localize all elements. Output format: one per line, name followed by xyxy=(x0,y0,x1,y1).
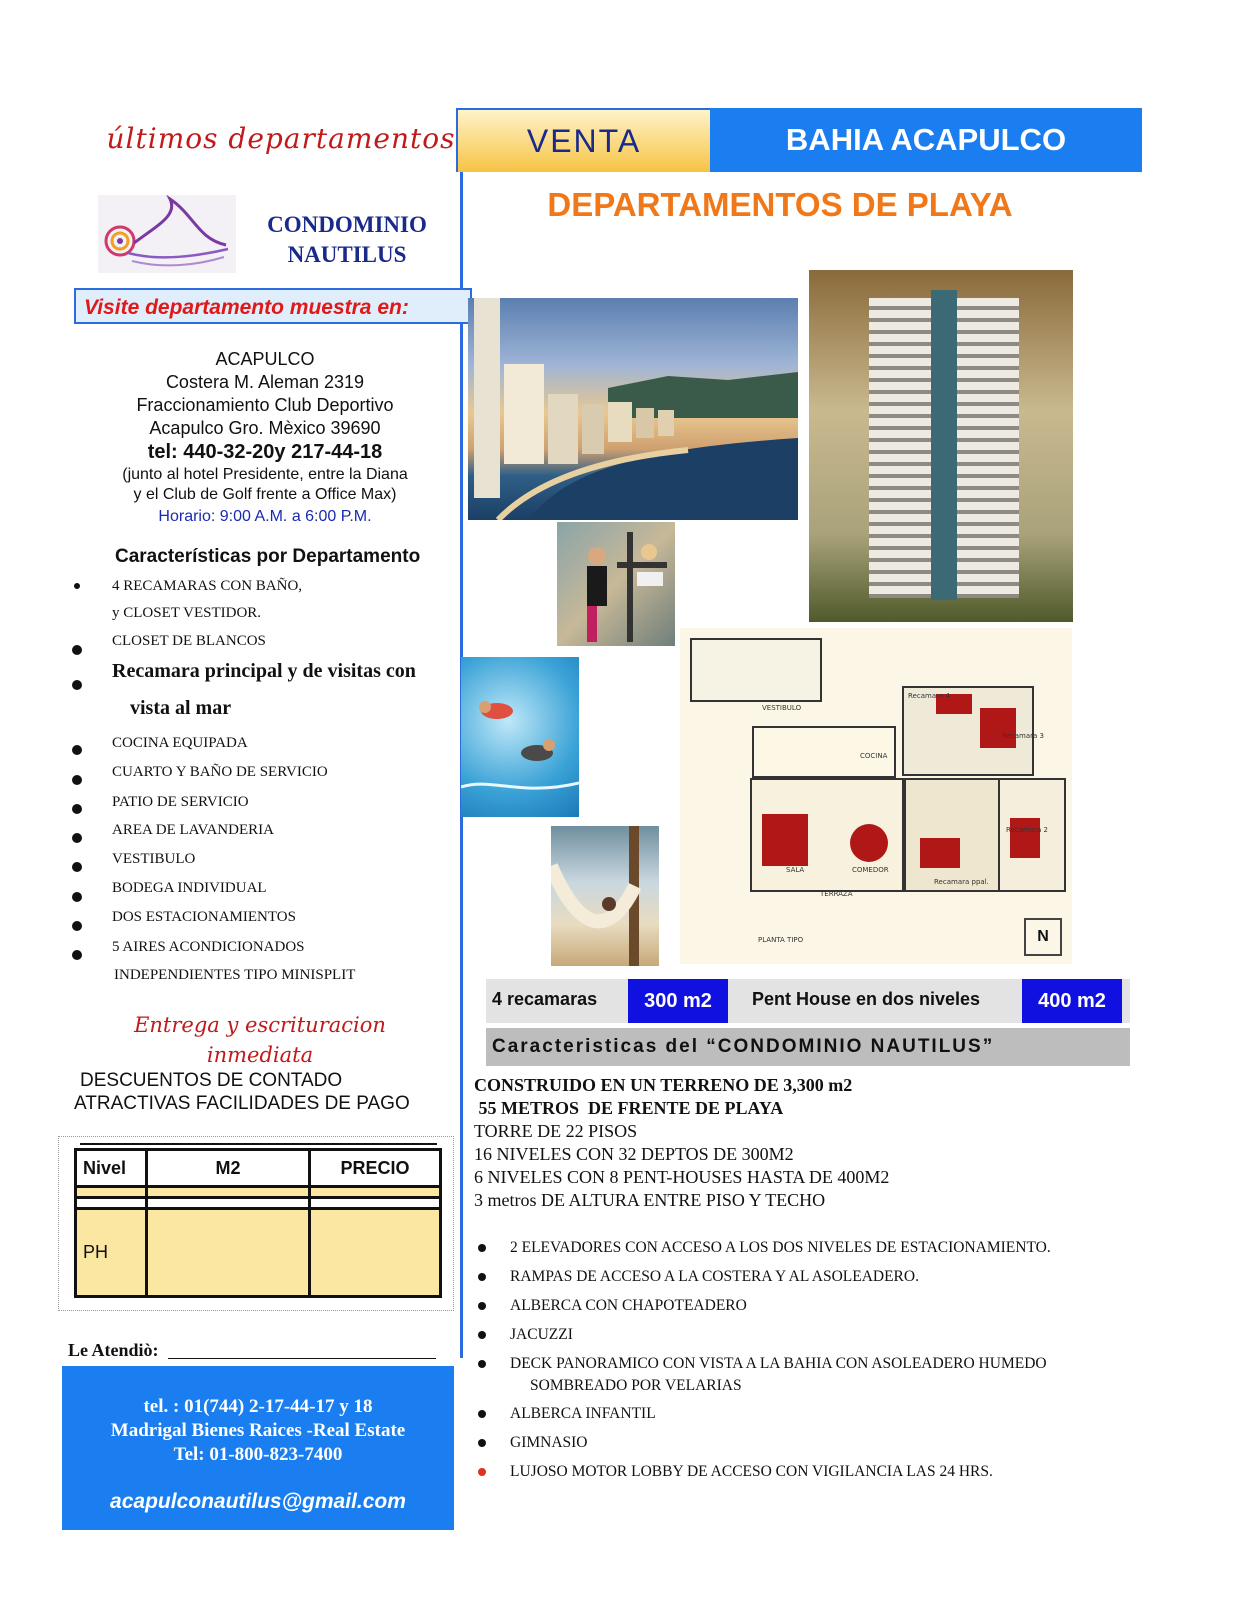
amenity-item: ALBERCA INFANTIL xyxy=(510,1405,656,1422)
bullet xyxy=(72,862,82,872)
plan-label-recamara-4: Recamara 4 xyxy=(908,692,950,700)
caracteristicas-title: Caracteristicas del “CONDOMINIO NAUTILUS” xyxy=(486,1028,1130,1066)
facilidades: ATRACTIVAS FACILIDADES DE PAGO xyxy=(74,1093,410,1114)
bullet xyxy=(478,1273,486,1281)
plan-label-recamara-2: Recamara 2 xyxy=(1006,826,1048,834)
table-cell: PH xyxy=(76,1209,147,1297)
table-row xyxy=(76,1198,441,1209)
spec-line: 55 METROS DE FRENTE DE PLAYA xyxy=(474,1098,784,1118)
business-hours: Horario: 9:00 A.M. a 6:00 P.M. xyxy=(158,508,372,525)
swimmers-icon xyxy=(461,657,579,817)
feature-item: BODEGA INDIVIDUAL xyxy=(112,880,267,896)
spec-line: TORRE DE 22 PISOS xyxy=(474,1121,638,1141)
table-cell xyxy=(76,1187,147,1198)
plan-label-sala: SALA xyxy=(786,866,805,874)
header-nivel: Nivel xyxy=(76,1150,147,1187)
address-phone: tel: 440-32-20y 217-44-18 xyxy=(147,441,383,463)
bullet xyxy=(478,1244,486,1252)
bullet xyxy=(72,833,82,843)
table-cell xyxy=(147,1209,310,1297)
bay-skyline-icon xyxy=(468,298,798,520)
plan-room xyxy=(904,778,1000,892)
feature-item: DOS ESTACIONAMIENTOS xyxy=(112,909,296,925)
bullet xyxy=(72,921,82,931)
spec-line: 3 metros DE ALTURA ENTRE PISO Y TECHO xyxy=(474,1190,826,1210)
spec-line: CONSTRUIDO EN UN TERRENO DE 3,300 m2 xyxy=(474,1075,853,1095)
amenity-item: SOMBREADO POR VELARIAS xyxy=(530,1377,742,1394)
feature-item: 5 AIRES ACONDICIONADOS xyxy=(112,939,305,955)
feature-item: CUARTO Y BAÑO DE SERVICIO xyxy=(112,764,328,780)
feature-item: INDEPENDIENTES TIPO MINISPLIT xyxy=(114,967,356,983)
pool-photo xyxy=(461,657,579,817)
plan-label-terraza: TERRAZA xyxy=(820,890,853,898)
plan-label-recamara-ppal: Recamara ppal. xyxy=(934,878,989,886)
header-precio: PRECIO xyxy=(310,1150,441,1187)
plan-label-recamara-3: Recamara 3 xyxy=(1002,732,1044,740)
feature-item: 4 RECAMARAS CON BAÑO, xyxy=(112,578,303,594)
feature-item: y CLOSET VESTIDOR. xyxy=(112,605,262,621)
entrega-line-2: inmediata xyxy=(206,1043,314,1067)
header-venta: VENTA xyxy=(456,108,710,172)
bullet xyxy=(478,1360,486,1368)
amenity-item: ALBERCA CON CHAPOTEADERO xyxy=(510,1297,747,1314)
plan-furniture xyxy=(762,814,808,866)
table-row xyxy=(76,1187,441,1198)
tower-glass xyxy=(931,290,957,600)
feature-item: vista al mar xyxy=(130,697,232,719)
feature-item: VESTIBULO xyxy=(112,851,196,867)
nautilus-logo xyxy=(98,195,236,273)
bullet xyxy=(72,680,82,690)
bullet xyxy=(72,892,82,902)
bullet xyxy=(72,804,82,814)
page-subtitle: DEPARTAMENTOS DE PLAYA xyxy=(547,186,1013,223)
atendio-signature-line xyxy=(168,1358,436,1359)
divider-line xyxy=(80,1143,437,1145)
descuentos: DESCUENTOS DE CONTADO xyxy=(80,1070,343,1091)
bullet xyxy=(72,745,82,755)
amenity-item: 2 ELEVADORES CON ACCESO A LOS DOS NIVELES DE ESTACIONAMIENTO. xyxy=(510,1239,1051,1256)
feature-item: CLOSET DE BLANCOS xyxy=(112,633,266,649)
plan-label-planta-tipo: PLANTA TIPO xyxy=(758,936,804,944)
spec-a-value: 300 m2 xyxy=(628,979,728,1023)
feature-item: AREA DE LAVANDERIA xyxy=(112,822,274,838)
tagline: últimos departamentos xyxy=(106,122,456,155)
hammock-photo xyxy=(551,826,659,966)
bullet xyxy=(478,1331,486,1339)
amenity-item: LUJOSO MOTOR LOBBY DE ACCESO CON VIGILANCIA LAS 24 HRS. xyxy=(510,1463,993,1480)
contact-phone: tel. : 01(744) 2-17-44-17 y 18 xyxy=(143,1396,373,1417)
condo-name xyxy=(252,210,442,270)
amenity-item: DECK PANORAMICO CON VISTA A LA BAHIA CON ASOLEADERO HUMEDO xyxy=(510,1355,1047,1372)
plan-furniture xyxy=(850,824,888,862)
floor-plan xyxy=(680,628,1072,964)
bullet xyxy=(72,645,82,655)
north-arrow-icon: N xyxy=(1024,918,1062,956)
plan-label-vestibulo: VESTIBULO xyxy=(762,704,802,712)
feature-item: PATIO DE SERVICIO xyxy=(112,794,249,810)
atendio-label: Le Atendiò: xyxy=(68,1340,159,1360)
plan-label-comedor: COMEDOR xyxy=(852,866,889,874)
table-cell xyxy=(147,1198,310,1209)
table-cell xyxy=(76,1198,147,1209)
visit-banner: Visite departamento muestra en: xyxy=(74,288,472,324)
bullet xyxy=(478,1302,486,1310)
plan-room xyxy=(690,638,822,702)
bullet xyxy=(72,775,82,785)
entrega-line-1: Entrega y escrituracion xyxy=(134,1013,386,1037)
gym-photo xyxy=(557,522,675,646)
table-cell xyxy=(310,1198,441,1209)
condo-name-line2: NAUTILUS xyxy=(287,242,407,267)
plan-furniture xyxy=(980,708,1016,748)
bullet xyxy=(74,583,80,589)
spec-a-label: 4 recamaras xyxy=(492,989,598,1009)
spec-line: 6 NIVELES CON 8 PENT-HOUSES HASTA DE 400M2 xyxy=(474,1167,890,1187)
price-table xyxy=(74,1148,442,1298)
header-bahia: BAHIA ACAPULCO xyxy=(710,108,1142,172)
bay-photo xyxy=(468,298,798,520)
address-state: Acapulco Gro. Mèxico 39690 xyxy=(149,418,381,438)
plan-furniture xyxy=(920,838,960,868)
feature-item: COCINA EQUIPADA xyxy=(112,735,248,751)
address-city: ACAPULCO xyxy=(215,349,315,369)
bullet xyxy=(72,950,82,960)
bullet xyxy=(478,1468,486,1476)
table-cell xyxy=(147,1187,310,1198)
address-ref-1: (junto al hotel Presidente, entre la Diana xyxy=(122,466,408,483)
tower-photo xyxy=(809,270,1073,622)
address-street: Costera M. Aleman 2319 xyxy=(165,372,365,392)
bullet xyxy=(478,1439,486,1447)
amenity-item: JACUZZI xyxy=(510,1326,573,1343)
amenity-item: RAMPAS DE ACCESO A LA COSTERA Y AL ASOLEADERO. xyxy=(510,1268,919,1285)
address-district: Fraccionamiento Club Deportivo xyxy=(136,395,394,415)
address-ref-2: y el Club de Golf frente a Office Max) xyxy=(133,486,397,503)
gym-people-icon xyxy=(557,522,675,646)
amenity-item: GIMNASIO xyxy=(510,1434,588,1451)
features-title: Características por Departamento xyxy=(115,546,421,567)
plan-furniture xyxy=(1010,818,1040,858)
contact-tollfree: Tel: 01-800-823-7400 xyxy=(173,1444,343,1465)
table-header-row xyxy=(76,1150,441,1187)
table-cell xyxy=(310,1209,441,1297)
contact-company: Madrigal Bienes Raices -Real Estate xyxy=(110,1420,406,1441)
table-row xyxy=(76,1209,441,1297)
table-cell xyxy=(310,1187,441,1198)
plan-label-cocina: COCINA xyxy=(860,752,888,760)
hammock-icon xyxy=(551,826,659,966)
bullet xyxy=(478,1410,486,1418)
header-m2: M2 xyxy=(147,1150,310,1187)
spec-line: 16 NIVELES CON 32 DEPTOS DE 300M2 xyxy=(474,1144,794,1164)
spec-b-label: Pent House en dos niveles xyxy=(752,989,981,1009)
contact-email[interactable]: acapulconautilus@gmail.com xyxy=(110,1490,406,1513)
spec-b-value: 400 m2 xyxy=(1022,979,1122,1023)
nautilus-logo-icon xyxy=(98,195,236,273)
condo-name-line1: CONDOMINIO xyxy=(267,212,427,237)
feature-item: Recamara principal y de visitas con xyxy=(112,660,416,682)
